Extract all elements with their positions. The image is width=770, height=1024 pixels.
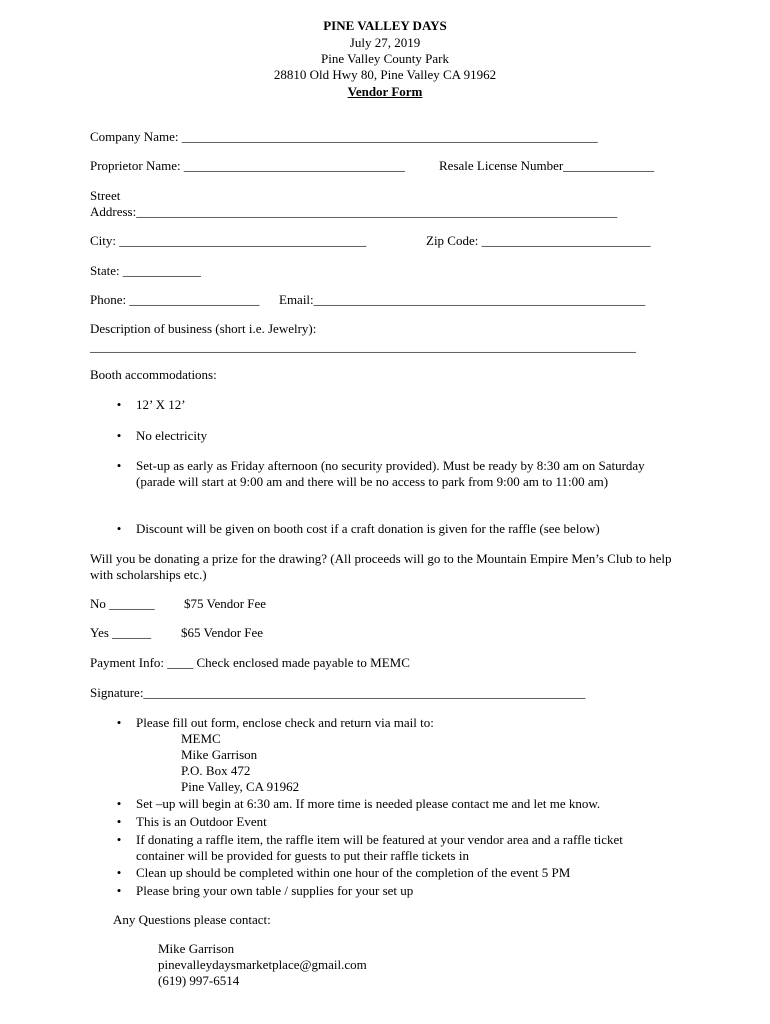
mail-recipient-org: MEMC [181, 731, 221, 746]
contact-heading: Any Questions please contact: [113, 912, 271, 927]
street-address-field[interactable]: Address:__________________________________________________________________________ [90, 204, 618, 219]
donation-question: Will you be donating a prize for the drawing? (All proceeds will go to the Mountain Empire Men’s Club to help with scholarships etc.) [90, 551, 672, 582]
company-name-field[interactable]: Company Name: ________________________________________________________________ [90, 129, 598, 144]
bullet-icon: • [116, 428, 122, 443]
mail-city: Pine Valley, CA 91962 [181, 779, 300, 794]
signature-field[interactable]: Signature:____________________________________________________________________ [90, 685, 586, 700]
proprietor-name-field[interactable]: Proprietor Name: __________________________________ [90, 158, 405, 173]
instruction-raffle: If donating a raffle item, the raffle item will be featured at your vendor area and a raffle ticket container will be provided for guests to put their raffle tickets in [136, 832, 623, 863]
bullet-icon: • [116, 865, 122, 880]
mail-po-box: P.O. Box 472 [181, 763, 251, 778]
bullet-icon: • [116, 796, 122, 811]
bullet-icon: • [116, 397, 122, 412]
zip-code-field[interactable]: Zip Code: __________________________ [426, 233, 651, 248]
yes-vendor-fee: $65 Vendor Fee [181, 625, 264, 640]
bullet-icon: • [116, 458, 122, 473]
email-field[interactable]: Email:___________________________________________________ [279, 292, 646, 307]
bullet-icon: • [116, 883, 122, 898]
instruction-supplies: Please bring your own table / supplies for your set up [136, 883, 414, 898]
payment-info-field[interactable]: Payment Info: ____ Check enclosed made payable to MEMC [90, 655, 410, 670]
business-description-label: Description of business (short i.e. Jewelry): [90, 321, 317, 336]
contact-email-link[interactable]: pinevalleydaysmarketplace@gmail.com [158, 957, 367, 972]
donation-yes-field[interactable]: Yes ______ [90, 625, 152, 640]
booth-item-electricity: No electricity [136, 428, 208, 443]
donation-no-field[interactable]: No _______ [90, 596, 155, 611]
booth-heading: Booth accommodations: [90, 367, 217, 382]
contact-phone: (619) 997-6514 [158, 973, 240, 988]
bullet-icon: • [116, 715, 122, 730]
event-address: 28810 Old Hwy 80, Pine Valley CA 91962 [273, 67, 497, 82]
form-title: Vendor Form [347, 84, 423, 99]
instruction-cleanup: Clean up should be completed within one hour of the completion of the event 5 PM [136, 865, 571, 880]
instruction-outdoor: This is an Outdoor Event [136, 814, 267, 829]
booth-item-size: 12’ X 12’ [136, 397, 186, 412]
instruction-setup-time: Set –up will begin at 6:30 am. If more time is needed please contact me and let me know. [136, 796, 601, 811]
mail-recipient-name: Mike Garrison [181, 747, 258, 762]
bullet-icon: • [116, 814, 122, 829]
bullet-icon: • [116, 521, 122, 536]
state-field[interactable]: State: ____________ [90, 263, 201, 278]
booth-item-setup: Set-up as early as Friday afternoon (no security provided). Must be ready by 8:30 am on Saturday (parade will start at 9:00 am and there will be no access to park from 9:00 am to 11:00 am) [136, 458, 645, 489]
contact-name: Mike Garrison [158, 941, 235, 956]
event-title: PINE VALLEY DAYS [323, 18, 447, 33]
no-vendor-fee: $75 Vendor Fee [184, 596, 267, 611]
bullet-icon: • [116, 832, 122, 847]
resale-license-field[interactable]: Resale License Number______________ [439, 158, 655, 173]
business-description-field[interactable]: ____________________________________________________________________________________ [90, 339, 636, 354]
street-label: Street [90, 188, 121, 203]
booth-item-discount: Discount will be given on booth cost if a craft donation is given for the raffle (see below) [136, 521, 600, 536]
event-date: July 27, 2019 [349, 35, 421, 50]
event-venue: Pine Valley County Park [321, 51, 449, 66]
phone-field[interactable]: Phone: ____________________ [90, 292, 260, 307]
mail-instructions: Please fill out form, enclose check and return via mail to: [136, 715, 434, 730]
city-field[interactable]: City: ______________________________________ [90, 233, 367, 248]
